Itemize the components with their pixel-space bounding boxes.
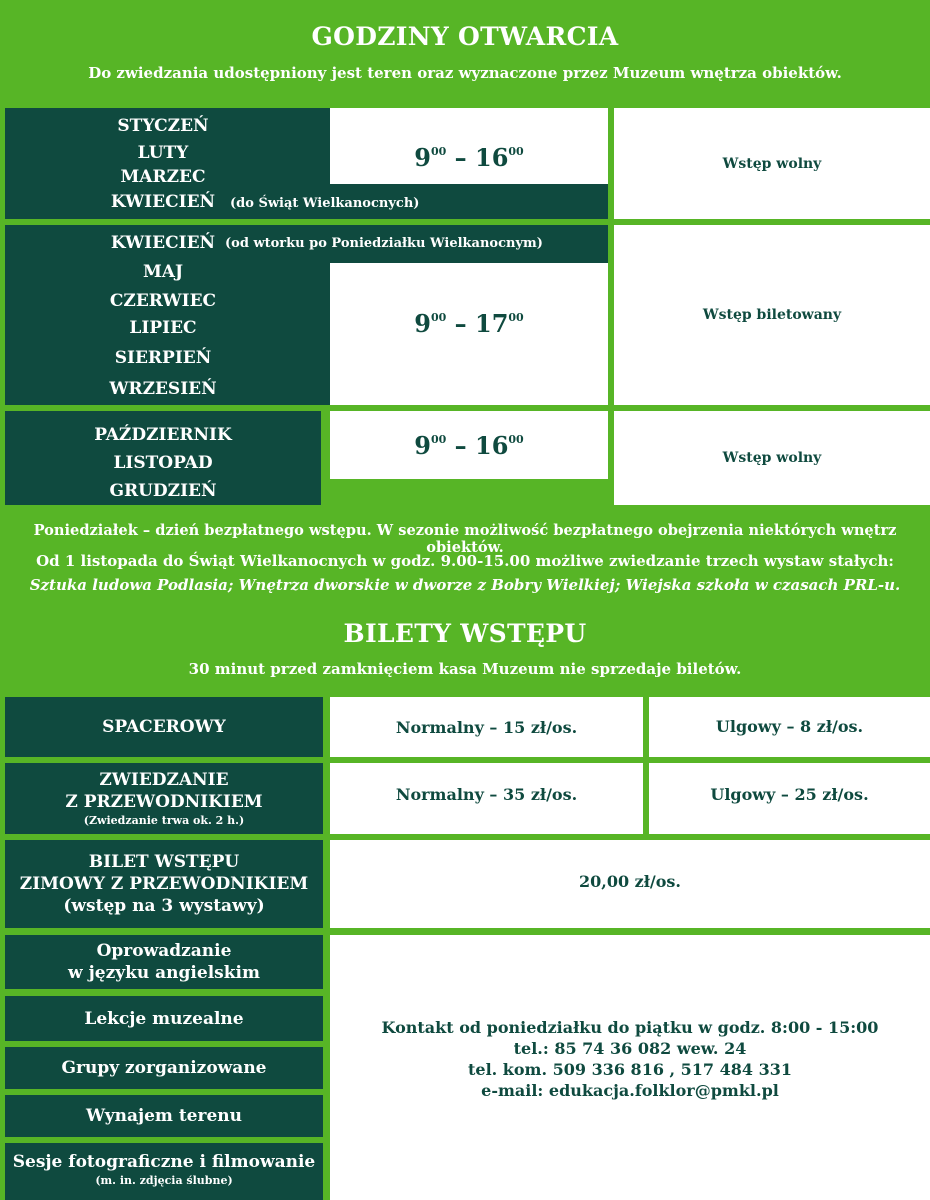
- ticket-label-guided: ZWIEDZANIE Z PRZEWODNIKIEM (Zwiedzanie trwa ok. 2 h.): [5, 763, 323, 834]
- ticket-label-winter: BILET WSTĘPU ZIMOWY Z PRZEWODNIKIEM (wstęp na 3 wystawy): [5, 840, 323, 928]
- ticket-normal-price: Normalny – 35 zł/os.: [330, 763, 643, 834]
- month-label: SIERPIEŃ: [114, 348, 212, 368]
- hours-subtitle: Do zwiedzania udostępniony jest teren oraz wyznaczone przez Muzeum wnętrza obiektów.: [88, 64, 842, 82]
- month-label: MAJ: [142, 262, 184, 282]
- month-label: STYCZEŃ: [117, 116, 209, 136]
- month-label: KWIECIEŃ: [110, 233, 216, 253]
- ticket-reduced-price: Ulgowy – 25 zł/os.: [649, 763, 930, 834]
- ticket-winter-price: 20,00 zł/os.: [330, 840, 930, 928]
- service-organized-groups: Grupy zorganizowane: [5, 1047, 323, 1089]
- service-area-rental: Wynajem terenu: [5, 1095, 323, 1137]
- period-2-hours: $9^{00} - 17^{00}$: [414, 309, 524, 338]
- period-3-hours: $9^{00} - 16^{00}$: [330, 411, 608, 479]
- month-label: LUTY: [137, 143, 189, 163]
- ticket-label-spacerowy: SPACEROWY: [5, 697, 323, 757]
- ticket-normal-price: Normalny – 15 zł/os.: [330, 697, 643, 757]
- period-1-hours: $9^{00} - 16^{00}$: [414, 143, 524, 172]
- info-line-1: Poniedziałek – dzień bezpłatnego wstępu. W sezonie możliwość bezpłatnego obejrzenia niektórych wnętrz obiektów.: [33, 522, 897, 556]
- service-museum-lessons: Lekcje muzealne: [5, 996, 323, 1041]
- period-1-note: (do Świąt Wielkanocnych): [230, 196, 420, 211]
- info-line-2: Od 1 listopada do Świąt Wielkanocnych w godz. 9.00-15.00 możliwe zwiedzanie trzech wystaw stałych:: [36, 552, 894, 570]
- contact-phone: tel.: 85 74 36 082 wew. 24: [513, 1038, 747, 1058]
- contact-box: [330, 935, 930, 1200]
- month-label: MARZEC: [120, 167, 206, 187]
- month-label: CZERWIEC: [109, 291, 217, 311]
- service-english-tour: Oprowadzanie w języku angielskim: [5, 935, 323, 989]
- month-label: LISTOPAD: [113, 453, 213, 473]
- info-line-3: Sztuka ludowa Podlasia; Wnętrza dworskie w dworze z Bobry Wielkiej; Wiejska szkoła w czasach PRL-u.: [29, 576, 901, 594]
- contact-mobile: tel. kom. 509 336 816 , 517 484 331: [468, 1059, 792, 1079]
- period-1-entry: Wstęp wolny: [614, 108, 930, 219]
- ticket-reduced-price: Ulgowy – 8 zł/os.: [649, 697, 930, 757]
- period-2-note: (od wtorku po Poniedziałku Wielkanocnym): [225, 236, 543, 251]
- month-label: KWIECIEŃ: [110, 192, 216, 212]
- service-photo-sessions: Sesje fotograficzne i filmowanie (m. in. zdjęcia ślubne): [5, 1143, 323, 1200]
- period-3-entry: Wstęp wolny: [614, 411, 930, 505]
- month-label: GRUDZIEŃ: [109, 481, 217, 501]
- tickets-title: BILETY WSTĘPU: [343, 619, 587, 648]
- period-2-entry: Wstęp biletowany: [614, 225, 930, 405]
- hours-title: GODZINY OTWARCIA: [311, 22, 619, 51]
- contact-hours: Kontakt od poniedziałku do piątku w godz. 8:00 - 15:00: [381, 1017, 879, 1037]
- contact-email: e-mail: edukacja.folklor@pmkl.pl: [481, 1080, 779, 1100]
- month-label: WRZESIEŃ: [109, 379, 217, 399]
- month-label: PAŹDZIERNIK: [94, 425, 232, 445]
- month-label: LIPIEC: [129, 318, 197, 338]
- tickets-subtitle: 30 minut przed zamknięciem kasa Muzeum nie sprzedaje biletów.: [188, 660, 742, 678]
